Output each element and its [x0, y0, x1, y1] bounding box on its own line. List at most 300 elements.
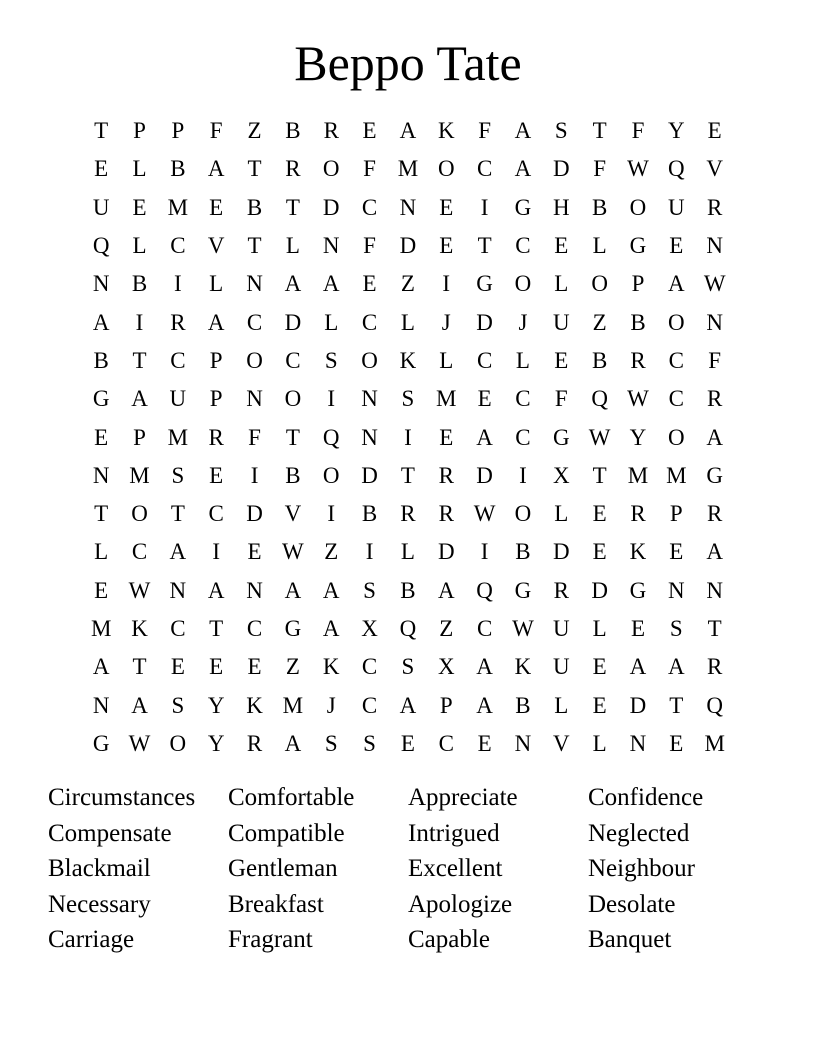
grid-row — [82, 495, 734, 533]
grid-letter: O — [668, 309, 685, 335]
grid-letter: E — [247, 539, 262, 565]
grid-letter: R — [707, 194, 723, 220]
grid-letter: C — [438, 730, 454, 756]
grid-letter: L — [554, 271, 569, 297]
grid-letter: R — [285, 156, 301, 182]
word-list-item: Blackmail — [48, 855, 151, 883]
grid-letter: D — [361, 462, 378, 488]
word-list-row — [48, 851, 768, 887]
grid-letter: L — [400, 309, 415, 335]
grid-letter: N — [92, 271, 110, 297]
grid-letter: G — [92, 730, 110, 756]
grid-letter: F — [209, 118, 223, 144]
word-list-item: Capable — [408, 926, 490, 954]
word-list-item: Appreciate — [408, 784, 518, 812]
grid-letter: O — [514, 501, 532, 527]
grid-letter: E — [439, 194, 454, 220]
grid-letter: S — [669, 616, 683, 641]
grid-letter: F — [363, 233, 376, 259]
grid-letter: O — [284, 386, 302, 412]
grid-letter: I — [174, 271, 182, 297]
grid-letter: B — [93, 347, 109, 373]
grid-letter: N — [668, 577, 685, 603]
grid-letter: Q — [706, 692, 723, 718]
grid-letter: E — [94, 577, 109, 603]
grid-letter: A — [131, 386, 148, 412]
grid-row — [82, 457, 734, 495]
grid-letter: E — [94, 156, 109, 182]
grid-letter: R — [400, 501, 416, 527]
word-list-item: Excellent — [408, 855, 503, 883]
grid-letter: A — [322, 616, 340, 641]
grid-letter: N — [92, 462, 110, 488]
grid-letter: R — [170, 309, 186, 335]
grid-letter: W — [128, 577, 151, 603]
word-list-item: Desolate — [588, 890, 676, 918]
grid-letter: A — [399, 118, 417, 144]
grid-row — [82, 418, 734, 456]
grid-letter: I — [519, 462, 527, 488]
grid-letter: A — [131, 692, 148, 718]
grid-letter: I — [327, 501, 336, 527]
grid-letter: D — [322, 194, 340, 220]
grid-letter: E — [669, 539, 684, 565]
grid-letter: M — [397, 156, 419, 182]
grid-letter: U — [552, 616, 570, 641]
grid-letter: A — [629, 654, 647, 680]
grid-letter: D — [476, 309, 493, 335]
grid-letter: I — [327, 386, 336, 412]
grid-letter: I — [250, 462, 259, 488]
grid-letter: E — [247, 654, 262, 680]
grid-letter: F — [248, 424, 261, 450]
grid-letter: O — [361, 347, 378, 373]
word-list-item: Compatible — [228, 819, 345, 847]
word-list-item: Confidence — [588, 784, 704, 812]
grid-letter: X — [552, 462, 570, 488]
grid-letter: E — [400, 730, 415, 756]
grid-letter: U — [552, 654, 570, 680]
grid-letter: B — [630, 309, 646, 335]
grid-letter: C — [246, 616, 263, 641]
grid-letter: A — [476, 692, 493, 718]
grid-letter: R — [553, 577, 569, 603]
grid-letter: S — [324, 730, 338, 756]
page-title: Beppo Tate — [294, 35, 522, 91]
grid-letter: G — [629, 233, 647, 259]
grid-letter: O — [437, 156, 455, 182]
grid-letter: E — [170, 654, 185, 680]
grid-letter: A — [92, 654, 110, 680]
grid-letter: O — [322, 156, 340, 182]
grid-letter: X — [361, 616, 378, 641]
word-list-item: Comfortable — [228, 784, 355, 812]
grid-letter: R — [707, 654, 723, 680]
grid-letter: Y — [629, 424, 647, 450]
grid-letter: N — [246, 386, 263, 412]
grid-letter: T — [247, 156, 262, 182]
grid-letter: B — [361, 501, 378, 527]
grid-letter: C — [208, 501, 224, 527]
grid-letter: R — [630, 501, 646, 527]
grid-letter: C — [361, 309, 378, 335]
grid-letter: Q — [322, 424, 340, 450]
grid-letter: E — [477, 730, 492, 756]
grid-letter: K — [629, 539, 647, 565]
grid-letter: L — [515, 347, 530, 373]
grid-letter: Z — [324, 539, 339, 565]
grid-letter: I — [404, 424, 412, 450]
grid-letter: S — [324, 347, 338, 373]
grid-letter: G — [476, 271, 493, 297]
grid-letter: D — [246, 501, 263, 527]
grid-letter: L — [554, 501, 569, 527]
grid-letter: L — [132, 233, 147, 259]
grid-letter: C — [668, 386, 684, 412]
grid-letter: K — [399, 347, 417, 373]
grid-letter: E — [439, 424, 454, 450]
grid-letter: E — [362, 271, 377, 297]
grid-letter: E — [592, 501, 607, 527]
grid-letter: B — [591, 194, 608, 220]
grid-letter: E — [592, 654, 607, 680]
grid-letter: T — [132, 654, 147, 680]
grid-letter: A — [207, 309, 225, 335]
grid-row — [82, 610, 734, 648]
grid-letter: W — [588, 424, 611, 450]
grid-letter: T — [707, 616, 722, 641]
grid-letter: J — [518, 309, 528, 335]
grid-letter: N — [706, 309, 723, 335]
grid-letter: T — [285, 194, 300, 220]
grid-letter: T — [285, 424, 300, 450]
grid-letter: G — [514, 194, 532, 220]
grid-letter: C — [361, 692, 378, 718]
grid-letter: C — [285, 347, 301, 373]
grid-letter: R — [323, 118, 339, 144]
grid-letter: N — [706, 233, 723, 259]
grid-letter: C — [361, 194, 378, 220]
grid-letter: C — [476, 156, 493, 182]
grid-letter: S — [171, 462, 185, 488]
grid-letter: I — [480, 194, 489, 220]
grid-letter: D — [476, 462, 493, 488]
grid-letter: P — [209, 386, 223, 412]
grid-row — [82, 227, 734, 265]
grid-letter: D — [399, 233, 417, 259]
grid-letter: C — [131, 539, 148, 565]
grid-letter: N — [92, 692, 110, 718]
grid-row — [82, 686, 734, 724]
grid-letter: L — [592, 233, 607, 259]
grid-letter: O — [131, 501, 148, 527]
grid-letter: L — [554, 692, 569, 718]
grid-letter: C — [515, 424, 531, 450]
grid-letter: M — [436, 386, 457, 412]
grid-letter: Z — [592, 309, 607, 335]
grid-letter: G — [514, 577, 532, 603]
grid-letter: S — [401, 654, 415, 680]
grid-letter: O — [246, 347, 263, 373]
grid-letter: O — [169, 730, 187, 756]
grid-letter: D — [437, 539, 455, 565]
grid-letter: T — [592, 118, 607, 144]
grid-letter: T — [132, 347, 147, 373]
grid-letter: Z — [439, 616, 454, 641]
grid-letter: Y — [207, 692, 225, 718]
grid-letter: Y — [668, 118, 685, 144]
grid-letter: A — [476, 424, 493, 450]
grid-letter: E — [209, 462, 224, 488]
grid-letter: T — [592, 462, 607, 488]
word-list-item: Neighbour — [588, 855, 695, 883]
letter-grid — [82, 112, 734, 763]
grid-letter: M — [167, 194, 189, 220]
grid-letter: F — [631, 118, 645, 144]
grid-letter: A — [284, 271, 302, 297]
grid-letter: L — [209, 271, 224, 297]
grid-letter: Q — [92, 233, 110, 259]
grid-letter: M — [90, 616, 112, 641]
grid-letter: G — [92, 386, 110, 412]
grid-letter: O — [514, 271, 532, 297]
grid-letter: A — [207, 156, 225, 182]
grid-letter: T — [209, 616, 224, 641]
grid-letter: P — [209, 347, 223, 373]
grid-letter: N — [629, 730, 647, 756]
grid-letter: L — [439, 347, 454, 373]
grid-letter: D — [552, 539, 570, 565]
grid-letter: B — [285, 462, 301, 488]
grid-letter: K — [131, 616, 148, 641]
grid-letter: D — [552, 156, 570, 182]
grid-letter: R — [246, 730, 263, 756]
word-list-item: Banquet — [588, 926, 672, 954]
grid-letter: R — [630, 347, 646, 373]
grid-letter: T — [669, 692, 684, 718]
grid-letter: R — [707, 386, 723, 412]
grid-letter: E — [209, 194, 224, 220]
grid-letter: C — [170, 347, 186, 373]
grid-row — [82, 380, 734, 418]
word-list-item: Necessary — [48, 890, 151, 918]
grid-letter: E — [362, 118, 377, 144]
grid-letter: S — [401, 386, 415, 412]
grid-letter: N — [514, 730, 532, 756]
grid-letter: C — [246, 309, 263, 335]
grid-letter: B — [170, 156, 186, 182]
word-list-row — [48, 922, 768, 958]
grid-letter: Z — [285, 654, 300, 680]
grid-letter: U — [552, 309, 570, 335]
grid-letter: Z — [400, 271, 415, 297]
grid-letter: R — [438, 501, 454, 527]
grid-letter: W — [627, 386, 649, 412]
grid-letter: S — [554, 118, 568, 144]
grid-letter: P — [171, 118, 185, 144]
grid-letter: B — [591, 347, 608, 373]
grid-row — [82, 725, 734, 763]
grid-letter: A — [322, 271, 340, 297]
grid-letter: L — [592, 616, 607, 641]
grid-letter: C — [668, 347, 684, 373]
grid-letter: P — [133, 118, 146, 144]
grid-letter: L — [400, 539, 415, 565]
grid-letter: E — [554, 233, 569, 259]
grid-letter: Q — [476, 577, 493, 603]
grid-letter: V — [706, 156, 723, 182]
word-list-row — [48, 780, 768, 816]
grid-letter: Y — [207, 730, 225, 756]
grid-letter: A — [476, 654, 493, 680]
grid-letter: D — [591, 577, 608, 603]
grid-letter: F — [708, 347, 722, 373]
grid-letter: P — [631, 271, 645, 297]
grid-letter: M — [704, 730, 725, 756]
grid-row — [82, 342, 734, 380]
grid-letter: A — [437, 577, 455, 603]
grid-letter: I — [212, 539, 221, 565]
grid-letter: C — [476, 347, 493, 373]
grid-letter: U — [668, 194, 685, 220]
grid-letter: E — [669, 233, 684, 259]
grid-letter: A — [706, 539, 723, 565]
grid-letter: B — [515, 539, 531, 565]
grid-letter: I — [365, 539, 374, 565]
grid-letter: F — [478, 118, 491, 144]
word-list-row — [48, 816, 768, 852]
grid-letter: I — [480, 539, 489, 565]
grid-letter: C — [170, 233, 186, 259]
grid-letter: V — [552, 730, 570, 756]
grid-letter: N — [361, 424, 378, 450]
grid-letter: P — [133, 424, 146, 450]
grid-letter: O — [629, 194, 647, 220]
grid-letter: A — [169, 539, 187, 565]
grid-letter: R — [707, 501, 723, 527]
word-list-item: Carriage — [48, 926, 135, 954]
grid-letter: J — [326, 692, 336, 718]
grid-letter: Q — [668, 156, 685, 182]
grid-letter: K — [322, 654, 340, 680]
word-list-item: Fragrant — [228, 926, 313, 954]
grid-letter: M — [666, 462, 687, 488]
grid-letter: P — [669, 501, 683, 527]
grid-letter: E — [477, 386, 492, 412]
grid-letter: W — [627, 156, 649, 182]
grid-letter: C — [170, 616, 186, 641]
grid-letter: F — [554, 386, 568, 412]
grid-letter: C — [476, 616, 493, 641]
grid-letter: B — [285, 118, 301, 144]
grid-letter: S — [171, 692, 185, 718]
grid-letter: I — [442, 271, 451, 297]
grid-letter: S — [363, 577, 376, 603]
grid-letter: K — [437, 118, 455, 144]
grid-letter: E — [592, 539, 607, 565]
grid-letter: A — [706, 424, 723, 450]
grid-letter: B — [400, 577, 416, 603]
grid-letter: N — [399, 194, 417, 220]
grid-row — [82, 303, 734, 341]
grid-letter: O — [668, 424, 685, 450]
word-list-row — [48, 887, 768, 923]
grid-letter: F — [593, 156, 607, 182]
grid-letter: M — [129, 462, 150, 488]
grid-letter: A — [399, 692, 417, 718]
grid-letter: D — [284, 309, 302, 335]
word-list-item: Circumstances — [48, 784, 196, 812]
word-list-item: Apologize — [408, 890, 513, 918]
grid-row — [82, 648, 734, 686]
grid-letter: L — [94, 539, 109, 565]
grid-letter: T — [477, 233, 492, 259]
word-list-item: Neglected — [588, 819, 690, 847]
grid-letter: E — [592, 692, 607, 718]
grid-letter: W — [703, 271, 726, 297]
grid-letter: C — [361, 654, 378, 680]
grid-letter: R — [438, 462, 454, 488]
grid-letter: T — [94, 501, 109, 527]
grid-letter: Q — [399, 616, 417, 641]
grid-letter: E — [209, 654, 224, 680]
grid-letter: M — [627, 462, 649, 488]
grid-letter: K — [514, 654, 532, 680]
grid-letter: A — [207, 577, 225, 603]
grid-row — [82, 112, 734, 150]
grid-letter: A — [668, 271, 685, 297]
grid-letter: T — [94, 118, 109, 144]
grid-letter: J — [441, 309, 451, 335]
grid-letter: C — [515, 386, 531, 412]
grid-letter: L — [324, 309, 339, 335]
grid-letter: O — [322, 462, 340, 488]
word-list-item: Gentleman — [228, 855, 338, 883]
grid-letter: H — [552, 194, 570, 220]
word-list — [48, 780, 768, 958]
grid-letter: L — [132, 156, 147, 182]
grid-letter: N — [706, 577, 723, 603]
grid-letter: N — [169, 577, 187, 603]
grid-letter: B — [515, 692, 531, 718]
grid-row — [82, 572, 734, 610]
grid-letter: K — [246, 692, 263, 718]
grid-letter: T — [400, 462, 415, 488]
grid-letter: W — [512, 616, 534, 641]
grid-letter: N — [246, 577, 263, 603]
grid-letter: E — [94, 424, 109, 450]
grid-letter: N — [322, 233, 340, 259]
grid-letter: T — [247, 233, 262, 259]
grid-letter: W — [128, 730, 151, 756]
grid-letter: A — [284, 730, 302, 756]
grid-letter: M — [282, 692, 304, 718]
grid-letter: S — [363, 730, 376, 756]
grid-letter: E — [707, 118, 722, 144]
grid-letter: A — [668, 654, 685, 680]
grid-row — [82, 150, 734, 188]
grid-letter: X — [437, 654, 455, 680]
grid-letter: A — [322, 577, 340, 603]
word-list-item: Breakfast — [228, 890, 324, 918]
grid-letter: E — [132, 194, 147, 220]
grid-letter: P — [439, 692, 453, 718]
grid-row — [82, 189, 734, 227]
grid-row — [82, 533, 734, 571]
grid-letter: A — [514, 156, 532, 182]
grid-letter: L — [592, 730, 607, 756]
grid-letter: C — [515, 233, 531, 259]
